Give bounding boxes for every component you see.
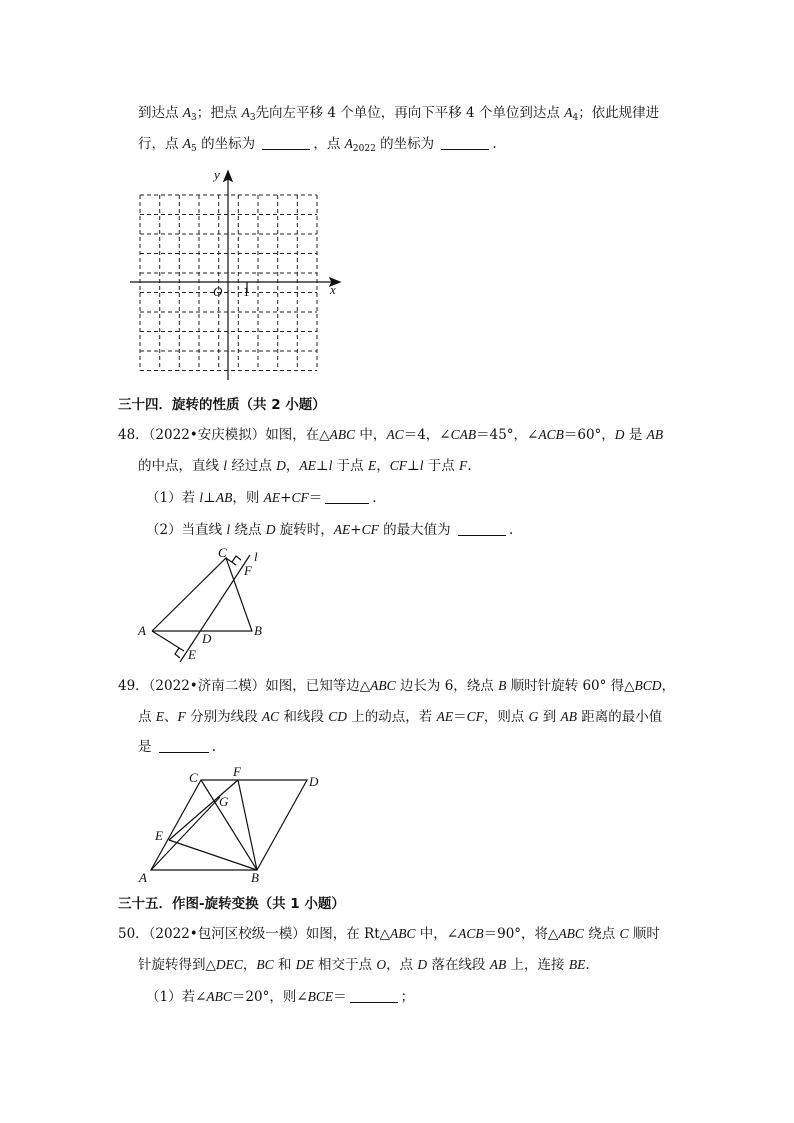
answer-blank[interactable] (350, 988, 398, 1003)
label-a: A (139, 870, 147, 885)
label-d: D (202, 631, 212, 646)
label-c: C (189, 770, 198, 785)
label-f: F (244, 563, 252, 578)
q49-rhombus-figure (135, 760, 335, 885)
x-axis-label: x (330, 282, 336, 297)
answer-blank[interactable] (441, 135, 489, 150)
triangle-abc (152, 558, 252, 631)
prev-text-line2: 行，点 $A_5$ 的坐标为 ，点 $A_{2022}$ 的坐标为 . (138, 136, 497, 154)
q48-part2: （2）当直线 l 绕点 D 旋转时，AE+CF 的最大值为 . (146, 522, 514, 538)
label-e: E (188, 647, 196, 662)
q49-text-line3: 是 . (138, 739, 217, 755)
segment-ae (152, 631, 184, 651)
prev-text-line1: 到达点 $A_3$；把点 $A_3$先向左平移 4 个单位，再向下平移 4 个单位到达点 $A_4$；依此规律进 (138, 105, 660, 123)
label-b: B (251, 870, 259, 885)
answer-blank[interactable] (262, 135, 310, 150)
label-b: B (254, 623, 262, 638)
q49-text-line1: 49．（2022•济南二模）如图，已知等边△ABC 边长为 6，绕点 B 顺时针旋转 60° 得△BCD， (118, 678, 676, 694)
section-heading-35: 三十五．作图-旋转变换（共 1 小题） (118, 896, 345, 912)
right-angle-mark-e (175, 648, 180, 658)
coordinate-grid-figure (130, 165, 350, 380)
label-d: D (309, 774, 319, 789)
q50-text-line1: 50．（2022•包河区校级一模）如图，在 Rt△ABC 中，∠ACB＝90°，将△ABC 绕点 C 顺时 (118, 926, 660, 942)
q48-part1: （1）若 l⊥AB，则 AE+CF＝ . (146, 490, 377, 506)
segment-fb (238, 780, 257, 870)
label-e: E (155, 828, 163, 843)
q48-text-line2: 的中点，直线 l 经过点 D，AE⊥l 于点 E，CF⊥l 于点 F. (138, 458, 472, 474)
segment-ef (169, 780, 238, 840)
answer-blank[interactable] (159, 738, 209, 753)
right-angle-mark-f (232, 556, 241, 562)
segment-eb (169, 840, 257, 870)
label-f: F (233, 764, 241, 779)
label-c: C (218, 545, 227, 560)
answer-blank[interactable] (325, 489, 369, 504)
origin-label: O (213, 284, 223, 299)
label-g: G (219, 794, 229, 809)
line-l (180, 555, 250, 662)
q49-text-line2: 点 E、F 分别为线段 AC 和线段 CD 上的动点，若 AE＝CF，则点 G 到 AB 距离的最小值 (138, 709, 663, 725)
q48-triangle-figure (130, 540, 280, 675)
y-axis-label: y (214, 167, 220, 182)
axes (130, 171, 340, 380)
q48-text-line1: 48．（2022•安庆模拟）如图，在△ABC 中，AC＝4，∠CAB＝45°，∠ACB＝60°，D 是 AB (118, 427, 664, 443)
q50-text-line2: 针旋转得到△DEC，BC 和 DE 相交于点 O，点 D 落在线段 AB 上，连接 BE. (138, 957, 590, 973)
section-heading-34: 三十四．旋转的性质（共 2 小题） (118, 397, 326, 413)
segment-cb (201, 780, 257, 870)
q50-part1: （1）若∠ABC＝20°，则∠BCE＝ ； (146, 989, 415, 1005)
label-l: l (254, 549, 258, 564)
label-a: A (138, 623, 146, 638)
unit-tick-label: 1 (243, 284, 250, 299)
answer-blank[interactable] (458, 521, 506, 536)
